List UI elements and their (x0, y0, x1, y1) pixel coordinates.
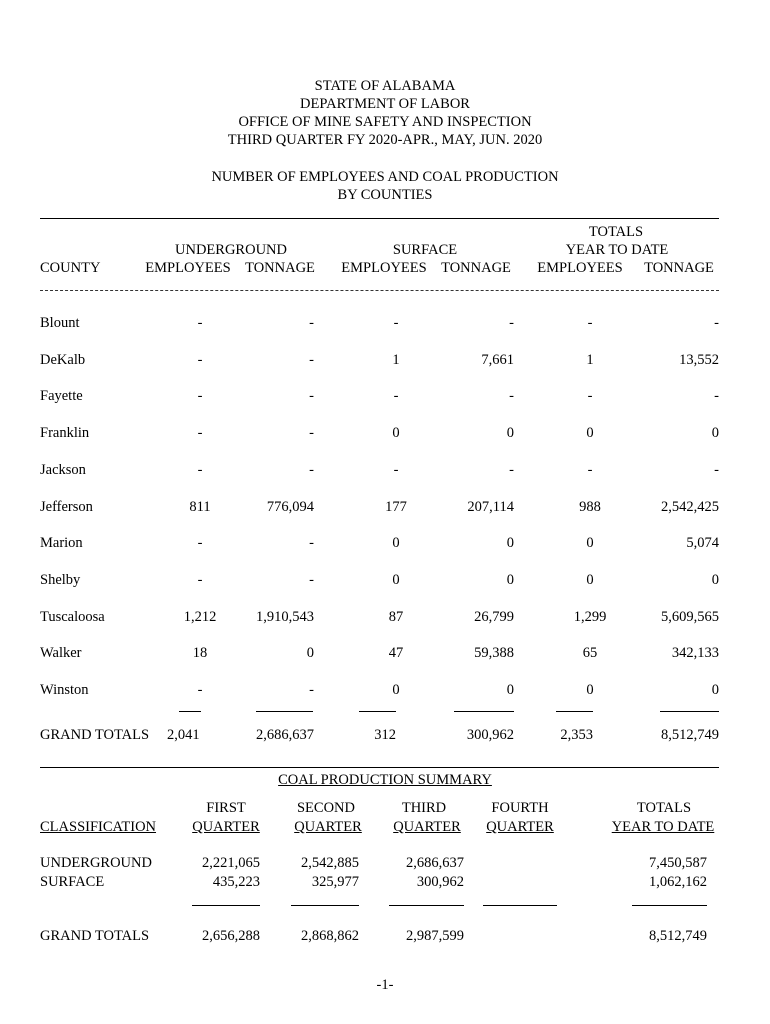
surface-employees: 0 (392, 682, 400, 698)
grand-total-underground-tonnage: 2,686,637 (256, 727, 314, 743)
underground-employees: - (197, 462, 203, 478)
office-title: OFFICE OF MINE SAFETY AND INSPECTION (238, 114, 532, 130)
col-total-employees: EMPLOYEES (537, 260, 623, 276)
underground-tonnage: - (309, 388, 314, 404)
total-tonnage: 0 (711, 682, 719, 698)
grand-total-surface-employees: 312 (374, 727, 396, 743)
summary-underground-q1: 2,221,065 (202, 855, 260, 871)
underground-tonnage: 0 (306, 645, 314, 661)
total-tonnage: 0 (711, 425, 719, 441)
summary-underline (291, 905, 359, 906)
total-employees: 0 (586, 572, 594, 588)
underground-tonnage: - (309, 572, 314, 588)
page-number: -1- (376, 977, 394, 993)
county-name: Jefferson (40, 499, 93, 515)
underground-tonnage: - (309, 425, 314, 441)
total-employees: 1,299 (573, 609, 607, 625)
summary-surface-label: SURFACE (40, 874, 105, 890)
surface-employees: 177 (385, 499, 407, 515)
summary-underground-label: UNDERGROUND (40, 855, 152, 871)
summary-surface-q2: 325,977 (311, 874, 359, 890)
surface-employees: - (393, 388, 399, 404)
surface-tonnage: 0 (506, 572, 514, 588)
total-underline (256, 711, 313, 712)
total-employees: - (587, 315, 593, 331)
total-underline (556, 711, 593, 712)
total-tonnage: 342,133 (671, 645, 719, 661)
summary-surface-q3: 300,962 (416, 874, 464, 890)
total-employees: 1 (586, 352, 594, 368)
surface-tonnage: 7,661 (481, 352, 514, 368)
total-tonnage: 5,074 (686, 535, 719, 551)
period-title: THIRD QUARTER FY 2020-APR., MAY, JUN. 2020 (227, 132, 543, 148)
col-county: COUNTY (40, 260, 101, 276)
county-name: Winston (40, 682, 89, 698)
grand-total-tonnage: 8,512,749 (661, 727, 719, 743)
department-title: DEPARTMENT OF LABOR (300, 96, 470, 112)
surface-employees: 87 (388, 609, 404, 625)
surface-tonnage: 0 (506, 682, 514, 698)
underground-employees: - (197, 535, 203, 551)
county-name: Jackson (40, 462, 86, 478)
surface-tonnage: 26,799 (474, 609, 514, 625)
surface-employees: 0 (392, 425, 400, 441)
summary-head-first: FIRST (206, 800, 246, 816)
surface-employees: 1 (392, 352, 400, 368)
summary-head-fourth: FOURTH (491, 800, 549, 816)
underground-tonnage: - (309, 535, 314, 551)
surface-label: SURFACE (392, 242, 458, 258)
col-total-tonnage: TONNAGE (644, 260, 714, 276)
summary-top-rule (40, 767, 719, 768)
summary-underline (632, 905, 707, 906)
county-name: Franklin (40, 425, 90, 441)
surface-employees: - (393, 462, 399, 478)
report-subtitle-2: BY COUNTIES (337, 187, 433, 203)
total-tonnage: 0 (711, 572, 719, 588)
grand-total-employees: 2,353 (560, 727, 593, 743)
summary-grand-total-ytd: 8,512,749 (649, 928, 707, 944)
surface-tonnage: - (509, 315, 514, 331)
total-employees: 0 (586, 425, 594, 441)
total-employees: 65 (582, 645, 598, 661)
total-underline (660, 711, 719, 712)
total-employees: - (587, 388, 593, 404)
underground-tonnage: - (309, 352, 314, 368)
underground-employees: - (197, 682, 203, 698)
underground-employees: 811 (189, 499, 211, 515)
county-name: DeKalb (40, 352, 86, 368)
summary-surface-ytd: 1,062,162 (649, 874, 707, 890)
surface-employees: 0 (392, 535, 400, 551)
surface-tonnage: - (509, 388, 514, 404)
underground-employees: - (197, 572, 203, 588)
total-tonnage: 2,542,425 (661, 499, 719, 515)
header-dashed-rule (40, 290, 719, 291)
county-name: Fayette (40, 388, 83, 404)
total-employees: 988 (579, 499, 601, 515)
summary-col-third-quarter: QUARTER (393, 819, 461, 835)
summary-col-classification: CLASSIFICATION (40, 819, 157, 835)
total-tonnage: - (714, 462, 719, 478)
total-tonnage: - (714, 388, 719, 404)
surface-employees: 0 (392, 572, 400, 588)
surface-employees: - (393, 315, 399, 331)
underground-tonnage: 1,910,543 (256, 609, 314, 625)
underground-label: UNDERGROUND (175, 242, 287, 258)
surface-tonnage: - (509, 462, 514, 478)
total-employees: 0 (586, 682, 594, 698)
underground-tonnage: - (309, 462, 314, 478)
col-surface-employees: EMPLOYEES (341, 260, 427, 276)
total-tonnage: 13,552 (679, 352, 719, 368)
surface-tonnage: 0 (506, 425, 514, 441)
summary-underline (389, 905, 464, 906)
summary-title: COAL PRODUCTION SUMMARY (278, 772, 492, 788)
total-underline (359, 711, 396, 712)
county-name: Marion (40, 535, 83, 551)
underground-employees: 18 (192, 645, 208, 661)
grand-totals-label: GRAND TOTALS (40, 727, 150, 743)
underground-tonnage: 776,094 (266, 499, 314, 515)
total-tonnage: 5,609,565 (661, 609, 719, 625)
surface-tonnage: 207,114 (467, 499, 514, 515)
total-underline (454, 711, 514, 712)
summary-grand-totals-label: GRAND TOTALS (40, 928, 150, 944)
summary-underline (192, 905, 260, 906)
summary-grand-total-q3: 2,987,599 (406, 928, 464, 944)
top-rule (40, 218, 719, 219)
grand-total-underground-employees: 2,041 (167, 727, 200, 743)
surface-employees: 47 (388, 645, 404, 661)
summary-underground-ytd: 7,450,587 (649, 855, 707, 871)
underground-tonnage: - (309, 315, 314, 331)
summary-grand-total-q2: 2,868,862 (301, 928, 359, 944)
summary-underline (483, 905, 557, 906)
summary-grand-total-q1: 2,656,288 (202, 928, 260, 944)
col-surface-tonnage: TONNAGE (441, 260, 511, 276)
report-subtitle: NUMBER OF EMPLOYEES AND COAL PRODUCTION (211, 169, 559, 185)
underground-tonnage: - (309, 682, 314, 698)
total-employees: - (587, 462, 593, 478)
summary-head-totals: TOTALS (636, 800, 692, 816)
county-name: Blount (40, 315, 80, 331)
total-underline (179, 711, 201, 712)
county-name: Shelby (40, 572, 81, 588)
total-tonnage: - (714, 315, 719, 331)
summary-col-fourth-quarter: QUARTER (486, 819, 554, 835)
summary-underground-q3: 2,686,637 (406, 855, 464, 871)
underground-employees: - (197, 425, 203, 441)
underground-employees: - (197, 388, 203, 404)
grand-total-surface-tonnage: 300,962 (466, 727, 514, 743)
summary-surface-q1: 435,223 (212, 874, 260, 890)
col-underground-employees: EMPLOYEES (145, 260, 231, 276)
summary-col-first-quarter: QUARTER (192, 819, 260, 835)
summary-head-second: SECOND (296, 800, 356, 816)
underground-employees: - (197, 352, 203, 368)
county-name: Tuscaloosa (40, 609, 105, 625)
surface-tonnage: 0 (506, 535, 514, 551)
underground-employees: - (197, 315, 203, 331)
state-title: STATE OF ALABAMA (314, 78, 456, 94)
summary-col-second-quarter: QUARTER (294, 819, 362, 835)
total-employees: 0 (586, 535, 594, 551)
summary-head-third: THIRD (401, 800, 447, 816)
year-to-date-label: YEAR TO DATE (565, 242, 669, 258)
county-name: Walker (40, 645, 82, 661)
underground-employees: 1,212 (183, 609, 217, 625)
surface-tonnage: 59,388 (474, 645, 514, 661)
summary-col-year-to-date: YEAR TO DATE (611, 819, 715, 835)
col-underground-tonnage: TONNAGE (245, 260, 315, 276)
summary-underground-q2: 2,542,885 (301, 855, 359, 871)
totals-label: TOTALS (588, 224, 644, 240)
